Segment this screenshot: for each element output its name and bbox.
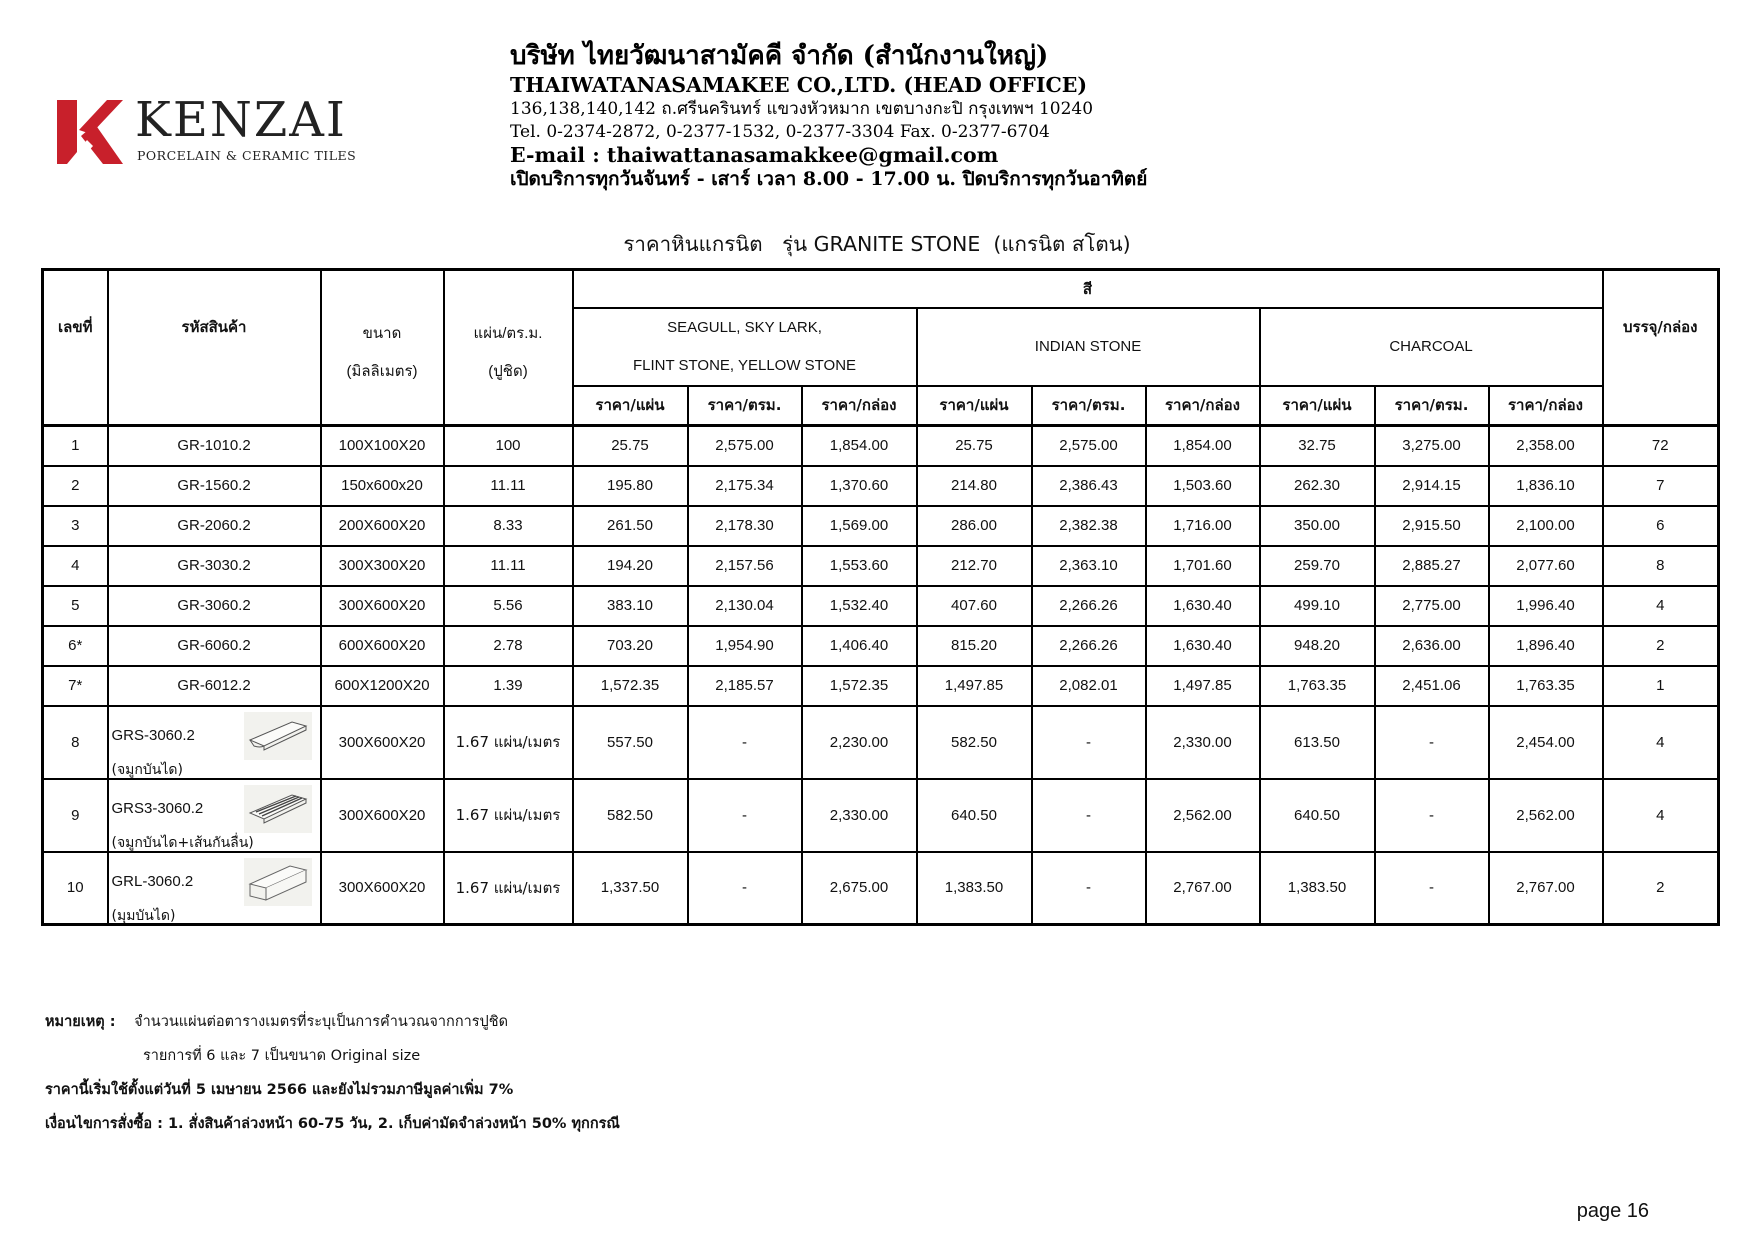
header-group1-line1: SEAGULL, SKY LARK, (667, 318, 822, 336)
price-cell: 1,383.50 (1260, 852, 1375, 925)
price-cell: 1,572.35 (573, 666, 688, 706)
product-description: (จมูกบันได) (111, 761, 183, 778)
pieces-per-sqm: 11.11 (444, 466, 573, 506)
header-price-per-box: ราคา/กล่อง (1146, 386, 1260, 426)
notes-label: หมายเหตุ : (45, 1014, 116, 1030)
logo-brand-name: KENZAI (135, 92, 347, 148)
price-cell: 1,406.40 (802, 626, 917, 666)
price-cell: 703.20 (573, 626, 688, 666)
price-cell: 1,553.60 (802, 546, 917, 586)
header-price-per-sqm: ราคา/ตรม. (1375, 386, 1489, 426)
price-cell: 2,130.04 (688, 586, 802, 626)
company-email: E-mail : thaiwattanasamakkee@gmail.com (510, 143, 999, 167)
price-cell: 383.10 (573, 586, 688, 626)
price-cell: 2,767.00 (1489, 852, 1603, 925)
header-price-per-sqm: ราคา/ตรม. (688, 386, 802, 426)
pieces-per-box: 4 (1603, 586, 1719, 626)
pieces-per-sqm: 5.56 (444, 586, 573, 626)
pieces-per-box: 4 (1603, 706, 1719, 779)
header-price-per-box: ราคา/กล่อง (1489, 386, 1603, 426)
price-cell: 582.50 (917, 706, 1032, 779)
price-cell: 1,503.60 (1146, 466, 1260, 506)
price-cell: 1,896.40 (1489, 626, 1603, 666)
pieces-per-sqm: 1.39 (444, 666, 573, 706)
price-cell: 212.70 (917, 546, 1032, 586)
product-code: GR-2060.2 (108, 506, 321, 546)
price-cell: - (1375, 852, 1489, 925)
price-cell: 640.50 (917, 779, 1032, 852)
table-row (43, 506, 1719, 546)
row-number: 1 (43, 426, 108, 466)
product-size: 600X1200X20 (321, 666, 444, 706)
price-cell: 582.50 (573, 779, 688, 852)
stair-corner-icon (244, 858, 312, 906)
price-cell: 1,996.40 (1489, 586, 1603, 626)
product-size: 300X600X20 (321, 779, 444, 852)
price-cell: 2,185.57 (688, 666, 802, 706)
product-size: 100X100X20 (321, 426, 444, 466)
kenzai-k-logo-icon (57, 100, 123, 164)
product-code: GR-6012.2 (108, 666, 321, 706)
product-code: GRS-3060.2 (111, 726, 195, 744)
row-number: 10 (43, 852, 108, 925)
price-cell: 1,497.85 (917, 666, 1032, 706)
price-cell: 2,077.60 (1489, 546, 1603, 586)
header-price-per-piece: ราคา/แผ่น (917, 386, 1032, 426)
row-number: 3 (43, 506, 108, 546)
product-code-cell (108, 852, 321, 925)
price-cell: 2,175.34 (688, 466, 802, 506)
price-cell: 2,082.01 (1032, 666, 1146, 706)
order-conditions-label: เงื่อนไขการสั่งซื้อ : (45, 1116, 163, 1132)
price-cell: 1,370.60 (802, 466, 917, 506)
header-size (321, 270, 444, 426)
company-info (510, 40, 1147, 191)
product-size: 200X600X20 (321, 506, 444, 546)
price-cell: 2,885.27 (1375, 546, 1489, 586)
row-number: 9 (43, 779, 108, 852)
price-cell: 195.80 (573, 466, 688, 506)
price-cell: 3,275.00 (1375, 426, 1489, 466)
order-conditions-text: 1. สั่งสินค้าล่วงหน้า 60-75 วัน, 2. เก็บค่ามัดจำล่วงหน้า 50% ทุกกรณี (162, 1116, 620, 1132)
product-size: 300X300X20 (321, 546, 444, 586)
price-cell: - (688, 852, 802, 925)
product-size: 600X600X20 (321, 626, 444, 666)
price-cell: 557.50 (573, 706, 688, 779)
price-cell: - (1032, 852, 1146, 925)
header-per-box: บรรจุ/กล่อง (1603, 270, 1719, 426)
header-no: เลขที่ (43, 270, 108, 426)
price-cell: 1,497.85 (1146, 666, 1260, 706)
page-title: ราคาหินแกรนิต รุ่น GRANITE STONE (แกรนิต สโตน) (623, 232, 1131, 256)
pieces-per-box: 6 (1603, 506, 1719, 546)
product-code: GR-6060.2 (108, 626, 321, 666)
price-cell: 1,854.00 (1146, 426, 1260, 466)
price-cell: 407.60 (917, 586, 1032, 626)
pieces-per-meter: 1.67 แผ่น/เมตร (444, 779, 573, 852)
price-cell: 2,358.00 (1489, 426, 1603, 466)
price-cell: 640.50 (1260, 779, 1375, 852)
price-cell: 25.75 (917, 426, 1032, 466)
price-cell: 2,562.00 (1489, 779, 1603, 852)
pieces-per-box: 4 (1603, 779, 1719, 852)
table-row (43, 779, 1719, 852)
price-cell: 2,451.06 (1375, 666, 1489, 706)
header-group1-line2: FLINT STONE, YELLOW STONE (632, 356, 857, 374)
price-cell: 1,854.00 (802, 426, 917, 466)
table-row (43, 626, 1719, 666)
stair-nosing-grooved-icon (244, 785, 312, 833)
row-number: 6* (43, 626, 108, 666)
pieces-per-sqm: 2.78 (444, 626, 573, 666)
pieces-per-sqm: 11.11 (444, 546, 573, 586)
price-cell: 1,954.90 (688, 626, 802, 666)
stair-nosing-icon (244, 712, 312, 760)
pieces-per-box: 7 (1603, 466, 1719, 506)
pieces-per-sqm: 100 (444, 426, 573, 466)
product-code: GRS3-3060.2 (111, 799, 204, 817)
product-size: 300X600X20 (321, 586, 444, 626)
product-size: 300X600X20 (321, 852, 444, 925)
price-cell: 2,636.00 (1375, 626, 1489, 666)
price-table (41, 268, 1720, 926)
price-cell: 948.20 (1260, 626, 1375, 666)
table-row (43, 586, 1719, 626)
header-size-line2: (มิลลิเมตร) (346, 363, 418, 380)
row-number: 2 (43, 466, 108, 506)
price-cell: 1,836.10 (1489, 466, 1603, 506)
page-number: page 16 (1576, 1200, 1649, 1222)
company-hours: เปิดบริการทุกวันจันทร์ - เสาร์ เวลา 8.00 - 17.00 น. ปิดบริการทุกวันอาทิตย์ (510, 168, 1148, 190)
price-cell: - (1375, 706, 1489, 779)
price-cell: 499.10 (1260, 586, 1375, 626)
price-cell: 613.50 (1260, 706, 1375, 779)
price-cell: 2,454.00 (1489, 706, 1603, 779)
price-cell: 1,337.50 (573, 852, 688, 925)
product-size: 300X600X20 (321, 706, 444, 779)
pieces-per-box: 2 (1603, 852, 1719, 925)
header-color: สี (573, 270, 1603, 308)
notes-row-1 (45, 1010, 508, 1033)
product-code-cell (108, 779, 321, 852)
price-cell: 262.30 (1260, 466, 1375, 506)
row-number: 8 (43, 706, 108, 779)
price-cell: 2,386.43 (1032, 466, 1146, 506)
company-name-thai: บริษัท ไทยวัฒนาสามัคคี จำกัด (สำนักงานใหญ่) (510, 41, 1049, 71)
product-code-cell (108, 706, 321, 779)
note-line-3: ราคานี้เริ่มใช้ตั้งแต่วันที่ 5 เมษายน 2566 และยังไม่รวมภาษีมูลค่าเพิ่ม 7% (45, 1082, 514, 1098)
row-number: 4 (43, 546, 108, 586)
product-code: GR-1010.2 (108, 426, 321, 466)
product-size: 150x600x20 (321, 466, 444, 506)
company-name-english: THAIWATANASAMAKEE CO.,LTD. (HEAD OFFICE) (510, 73, 1088, 97)
price-cell: - (1375, 779, 1489, 852)
price-cell: 1,630.40 (1146, 586, 1260, 626)
price-cell: 2,775.00 (1375, 586, 1489, 626)
price-cell: 2,915.50 (1375, 506, 1489, 546)
price-cell: 2,100.00 (1489, 506, 1603, 546)
note-line-2: รายการที่ 6 และ 7 เป็นขนาด Original size (143, 1048, 421, 1064)
price-cell: - (1032, 706, 1146, 779)
price-cell: 2,157.56 (688, 546, 802, 586)
header-color-group-3: CHARCOAL (1260, 308, 1603, 386)
header-price-per-box: ราคา/กล่อง (802, 386, 917, 426)
price-cell: 815.20 (917, 626, 1032, 666)
product-code: GR-1560.2 (108, 466, 321, 506)
price-cell: 261.50 (573, 506, 688, 546)
price-cell: 1,532.40 (802, 586, 917, 626)
price-cell: 1,383.50 (917, 852, 1032, 925)
pieces-per-box: 72 (1603, 426, 1719, 466)
price-cell: 2,575.00 (1032, 426, 1146, 466)
header-pcs-line2: (ปูชิด) (488, 363, 528, 380)
price-cell: - (688, 706, 802, 779)
price-cell: 2,363.10 (1032, 546, 1146, 586)
price-cell: 2,675.00 (802, 852, 917, 925)
pieces-per-sqm: 8.33 (444, 506, 573, 546)
header-price-per-piece: ราคา/แผ่น (573, 386, 688, 426)
price-cell: 1,716.00 (1146, 506, 1260, 546)
header-size-line1: ขนาด (362, 325, 402, 342)
price-cell: 2,914.15 (1375, 466, 1489, 506)
price-cell: 2,767.00 (1146, 852, 1260, 925)
price-cell: 1,763.35 (1489, 666, 1603, 706)
price-cell: 1,569.00 (802, 506, 917, 546)
price-cell: 2,230.00 (802, 706, 917, 779)
company-phone: Tel. 0-2374-2872, 0-2377-1532, 0-2377-3304 Fax. 0-2377-6704 (510, 122, 1050, 142)
price-cell: 2,178.30 (688, 506, 802, 546)
price-cell: 25.75 (573, 426, 688, 466)
pieces-per-meter: 1.67 แผ่น/เมตร (444, 852, 573, 925)
price-cell: 1,572.35 (802, 666, 917, 706)
price-cell: 2,382.38 (1032, 506, 1146, 546)
price-cell: 214.80 (917, 466, 1032, 506)
row-number: 7* (43, 666, 108, 706)
note-line-1: จำนวนแผ่นต่อตารางเมตรที่ระบุเป็นการคำนวณจากการปูชิด (134, 1014, 508, 1030)
header-color-group-1 (573, 308, 917, 386)
product-description: (มุมบันได) (111, 907, 176, 924)
row-number: 5 (43, 586, 108, 626)
table-row (43, 852, 1719, 925)
price-cell: - (688, 779, 802, 852)
product-description: (จมูกบันได+เส้นกันลื่น) (111, 834, 254, 851)
product-code: GR-3060.2 (108, 586, 321, 626)
header-pcs-per-sqm (444, 270, 573, 426)
price-cell: 1,630.40 (1146, 626, 1260, 666)
header-pcs-line1: แผ่น/ตร.ม. (473, 325, 543, 342)
header-color-group-2: INDIAN STONE (917, 308, 1260, 386)
price-cell: 2,330.00 (1146, 706, 1260, 779)
price-cell: - (1032, 779, 1146, 852)
price-cell: 194.20 (573, 546, 688, 586)
pieces-per-box: 2 (1603, 626, 1719, 666)
price-cell: 2,266.26 (1032, 626, 1146, 666)
price-cell: 32.75 (1260, 426, 1375, 466)
pieces-per-box: 8 (1603, 546, 1719, 586)
price-cell: 1,701.60 (1146, 546, 1260, 586)
pieces-per-meter: 1.67 แผ่น/เมตร (444, 706, 573, 779)
table-row (43, 666, 1719, 706)
pieces-per-box: 1 (1603, 666, 1719, 706)
company-address: 136,138,140,142 ถ.ศรีนครินทร์ แขวงหัวหมาก เขตบางกะปิ กรุงเทพฯ 10240 (510, 99, 1094, 119)
price-cell: 2,330.00 (802, 779, 917, 852)
price-cell: 2,562.00 (1146, 779, 1260, 852)
price-cell: 2,575.00 (688, 426, 802, 466)
table-row (43, 426, 1719, 466)
header-code: รหัสสินค้า (108, 270, 321, 426)
price-cell: 350.00 (1260, 506, 1375, 546)
company-logo (57, 92, 367, 168)
header-price-per-piece: ราคา/แผ่น (1260, 386, 1375, 426)
price-cell: 1,763.35 (1260, 666, 1375, 706)
table-row (43, 706, 1719, 779)
product-code: GRL-3060.2 (111, 872, 194, 890)
price-cell: 2,266.26 (1032, 586, 1146, 626)
table-row (43, 466, 1719, 506)
logo-tagline: PORCELAIN & CERAMIC TILES (137, 148, 357, 163)
notes-row-4 (45, 1112, 620, 1135)
table-row (43, 546, 1719, 586)
price-cell: 286.00 (917, 506, 1032, 546)
header-price-per-sqm: ราคา/ตรม. (1032, 386, 1146, 426)
product-code: GR-3030.2 (108, 546, 321, 586)
price-cell: 259.70 (1260, 546, 1375, 586)
